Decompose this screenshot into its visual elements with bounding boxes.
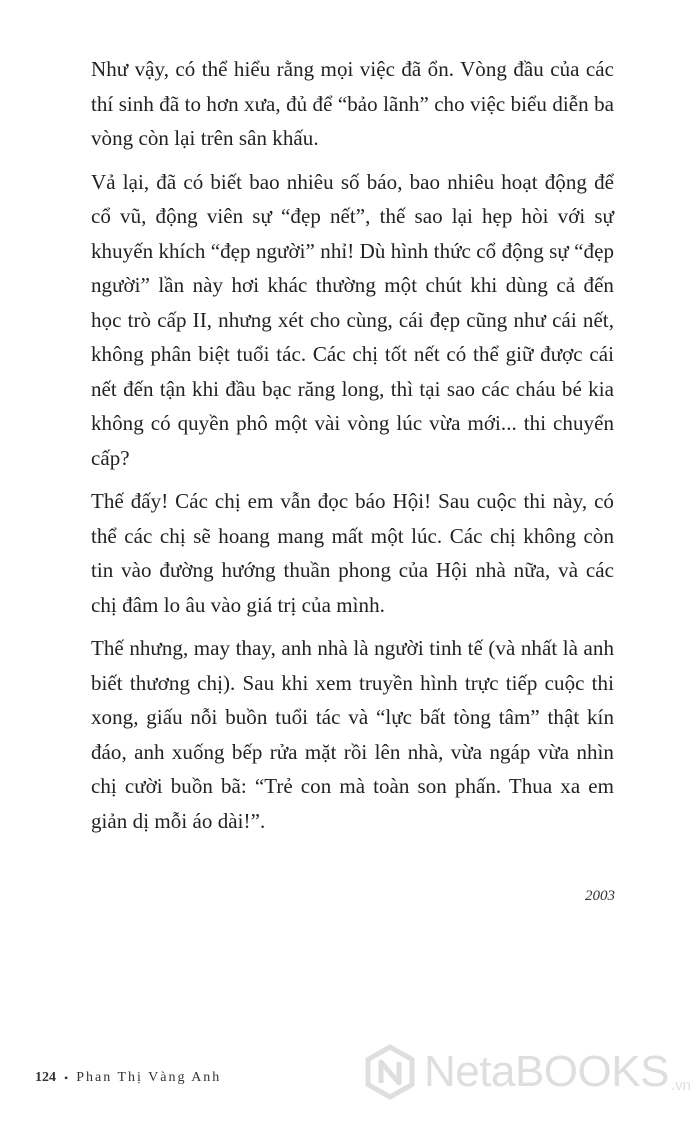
paragraph-1: Như vậy, có thể hiểu rằng mọi việc đã ổn. Vòng đầu của các thí sinh đã to hơn xưa, đủ để “bảo lãnh” cho việc biểu diễn ba vòng còn lại trên sân khấu. <box>91 57 614 150</box>
body-text <box>91 52 614 847</box>
page-number: 124 <box>35 1070 56 1085</box>
paragraph-4: Thế nhưng, may thay, anh nhà là người tinh tế (và nhất là anh biết thương chị). Sau khi xem truyền hình trực tiếp cuộc thi xong, giấu nỗi buồn tuổi tác và “lực bất tòng tâm” thật kín đáo, anh xuống bếp rửa mặt rồi lên nhà, vừa ngáp vừa nhìn chị cười buồn bã: “Trẻ con mà toàn son phấn. Thua xa em giản dị mỗi áo dài!”. <box>91 636 614 833</box>
footer-separator: • <box>64 1070 69 1085</box>
page-footer <box>35 1070 221 1086</box>
author-name: Phan Thị Vàng Anh <box>76 1070 222 1085</box>
netabooks-logo-icon <box>362 1044 418 1100</box>
watermark-text: NetaBOOKS <box>424 1047 669 1096</box>
year-note: 2003 <box>585 888 615 904</box>
watermark-suffix: .vn <box>670 1077 691 1094</box>
watermark <box>362 1044 691 1100</box>
paragraph-2: Vả lại, đã có biết bao nhiêu số báo, bao nhiêu hoạt động để cổ vũ, động viên sự “đẹp nết”, thế sao lại hẹp hòi với sự khuyến khích “đẹp người” nhỉ! Dù hình thức cổ động sự “đẹp người” lần này hơi khác thường một chút khi dùng cả đến học trò cấp II, nhưng xét cho cùng, cái đẹp cũng như cái nết, không phân biệt tuổi tác. Các chị tốt nết có thể giữ được cái nết đến tận khi đầu bạc răng long, thì tại sao các cháu bé kia không có quyền phô một vài vòng lúc vừa mới... thi chuyển cấp? <box>91 169 614 470</box>
paragraph-3: Thế đấy! Các chị em vẫn đọc báo Hội! Sau cuộc thi này, có thể các chị sẽ hoang mang mất một lúc. Các chị không còn tin vào đường hướng thuần phong của Hội nhà nữa, và các chị đâm lo âu vào giá trị của mình. <box>91 489 614 617</box>
